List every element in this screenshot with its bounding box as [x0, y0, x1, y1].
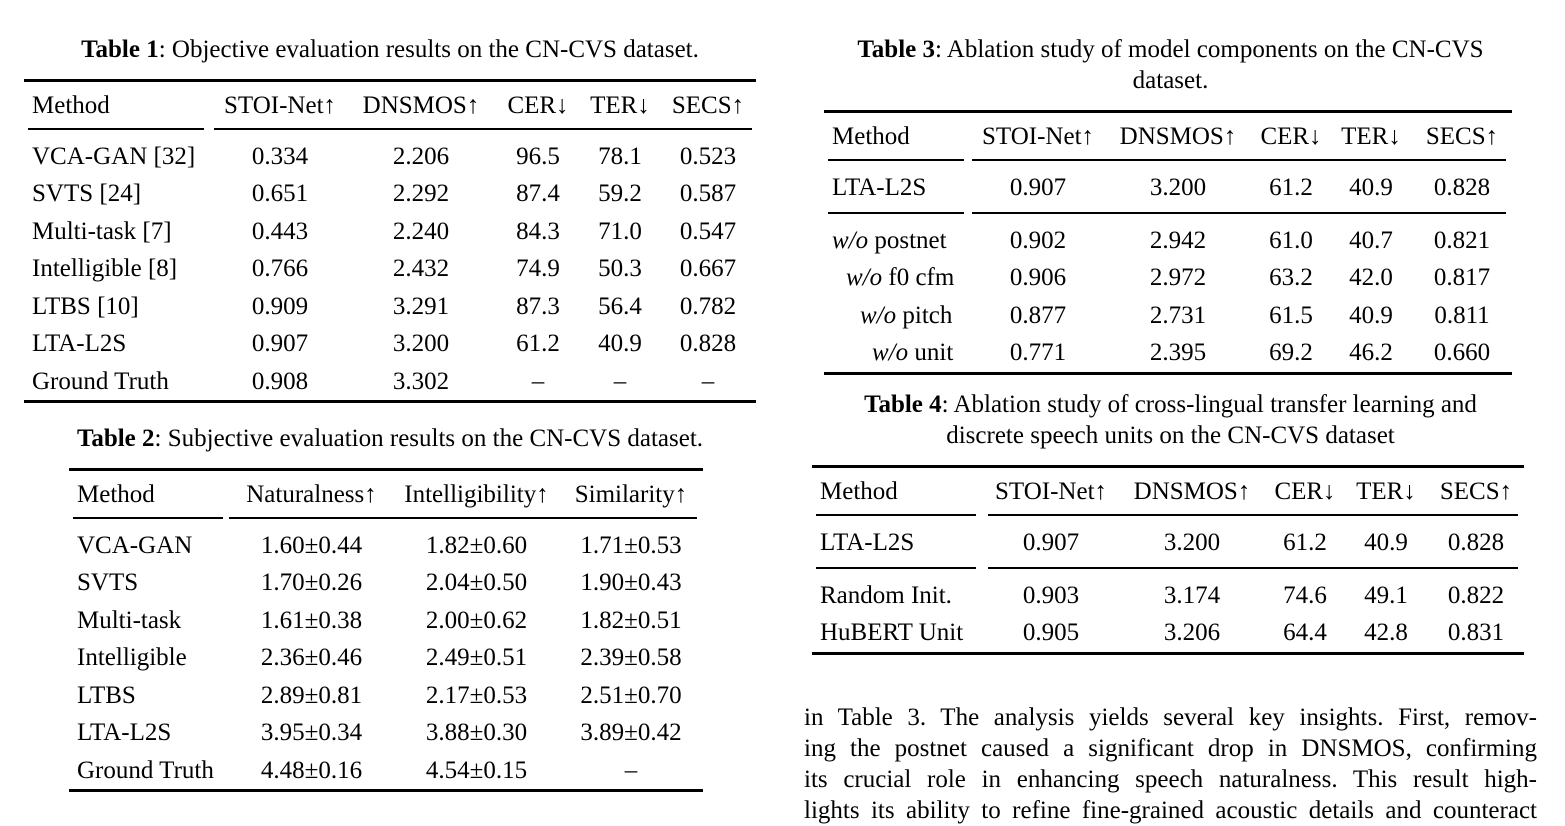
- table4-header-secs: SECS↑: [1439, 477, 1513, 505]
- table4: [812, 465, 1524, 655]
- table-row: SVTS [24] 0.651 2.292 87.4 59.2 0.587: [32, 180, 737, 208]
- table1-label: Table 1: [81, 36, 159, 63]
- table3-header-stoi: STOI-Net↑: [981, 122, 1095, 150]
- table-row: HuBERT Unit 0.905 3.206 64.4 42.8 0.831: [820, 619, 1505, 647]
- table3-label: Table 3: [857, 36, 935, 63]
- table1-header-row: [24, 81, 756, 129]
- table-row: w/o pitch 0.877 2.731 61.5 40.9 0.811: [860, 301, 1490, 329]
- table3-header-cer: CER↓: [1260, 122, 1322, 150]
- table-row: LTA-L2S 0.907 3.200 61.2 40.9 0.828: [820, 528, 1505, 556]
- table4-title-line2: discrete speech units on the CN-CVS dataset: [946, 422, 1395, 449]
- table-row: LTA-L2S 0.907 3.200 61.2 40.9 0.828: [32, 330, 737, 358]
- table3-header-row: [824, 112, 1512, 160]
- table4-header-row: [812, 467, 1524, 515]
- table-row: LTBS 2.89±0.81 2.17±0.53 2.51±0.70: [77, 681, 682, 709]
- table1-title: : Objective evaluation results on the CN-CVS dataset.: [158, 36, 699, 63]
- table-row: Multi-task 1.61±0.38 2.00±0.62 1.82±0.51: [77, 606, 682, 634]
- table4-label: Table 4: [864, 391, 942, 418]
- table1-header-ter: TER↓: [590, 91, 650, 119]
- table-row: VCA-GAN [32] 0.334 2.206 96.5 78.1 0.523: [32, 142, 737, 170]
- table1-header-dnsmos: DNSMOS↑: [362, 91, 480, 119]
- table1-header-cer: CER↓: [507, 91, 569, 119]
- table2-label: Table 2: [76, 425, 155, 452]
- table3-header-method: Method: [832, 122, 910, 150]
- table-row: VCA-GAN 1.60±0.44 1.82±0.60 1.71±0.53: [77, 531, 682, 559]
- table4-header-method: Method: [820, 477, 898, 505]
- paragraph-line: its crucial role in enhancing speech naturalness. This result high-: [804, 766, 1537, 793]
- table-row: w/o postnet 0.902 2.942 61.0 40.7 0.821: [832, 226, 1491, 254]
- table2-caption: [24, 423, 756, 454]
- table2-header-naturalness: Naturalness↑: [246, 480, 377, 508]
- table4-header-ter: TER↓: [1356, 477, 1416, 505]
- table-row: w/o f0 cfm 0.906 2.972 63.2 42.0 0.817: [846, 264, 1491, 292]
- table3-header-ter: TER↓: [1341, 122, 1401, 150]
- table3-title-line1: : Ablation study of model components on the CN-CVS: [934, 36, 1484, 63]
- table3-title-line2: dataset.: [1132, 67, 1209, 94]
- table4-title-line1: : Ablation study of cross-lingual transfer learning and: [941, 391, 1477, 418]
- table-row: Intelligible 2.36±0.46 2.49±0.51 2.39±0.58: [77, 644, 682, 672]
- table2-header-method: Method: [77, 480, 155, 508]
- table-row: Intelligible [8] 0.766 2.432 74.9 50.3 0.667: [32, 255, 737, 283]
- table4-header-dnsmos: DNSMOS↑: [1133, 477, 1251, 505]
- table3-caption: [804, 34, 1537, 96]
- table-row: LTA-L2S 3.95±0.34 3.88±0.30 3.89±0.42: [77, 719, 682, 747]
- table2-header-similarity: Similarity↑: [574, 480, 688, 508]
- table-row: Ground Truth 0.908 3.302 – – –: [32, 367, 715, 395]
- table2-title: : Subjective evaluation results on the CN-CVS dataset.: [154, 425, 704, 452]
- table3-header-secs: SECS↑: [1425, 122, 1499, 150]
- table-row: LTBS [10] 0.909 3.291 87.3 56.4 0.782: [32, 292, 737, 320]
- table-row: LTA-L2S 0.907 3.200 61.2 40.9 0.828: [832, 173, 1491, 201]
- paragraph-line: ing the postnet caused a significant drop in DNSMOS, confirming: [804, 735, 1537, 762]
- table-row: Ground Truth 4.48±0.16 4.54±0.15 –: [77, 756, 638, 784]
- table1-header-method: Method: [32, 91, 110, 119]
- table-row: SVTS 1.70±0.26 2.04±0.50 1.90±0.43: [77, 569, 682, 597]
- body-paragraph: [804, 702, 1537, 826]
- table1-caption: [24, 34, 756, 65]
- table4-header-cer: CER↓: [1274, 477, 1336, 505]
- table2: [69, 468, 703, 792]
- table4-caption: [804, 389, 1537, 451]
- table1: [24, 79, 756, 403]
- table-row: w/o unit 0.771 2.395 69.2 46.2 0.660: [872, 339, 1491, 367]
- table2-header-intelligibility: Intelligibility↑: [404, 480, 549, 508]
- table4-header-stoi: STOI-Net↑: [994, 477, 1108, 505]
- table-row: Multi-task [7] 0.443 2.240 84.3 71.0 0.547: [32, 217, 737, 245]
- paragraph-line: lights its ability to refine fine-grained acoustic details and counteract: [804, 797, 1537, 824]
- table2-header-row: [69, 470, 703, 518]
- table3-header-dnsmos: DNSMOS↑: [1119, 122, 1237, 150]
- table3: [824, 110, 1512, 375]
- paragraph-line: in Table 3. The analysis yields several key insights. First, remov-: [804, 704, 1537, 731]
- table1-header-stoi: STOI-Net↑: [223, 91, 337, 119]
- table1-header-secs: SECS↑: [671, 91, 745, 119]
- table-row: Random Init. 0.903 3.174 74.6 49.1 0.822: [820, 581, 1505, 609]
